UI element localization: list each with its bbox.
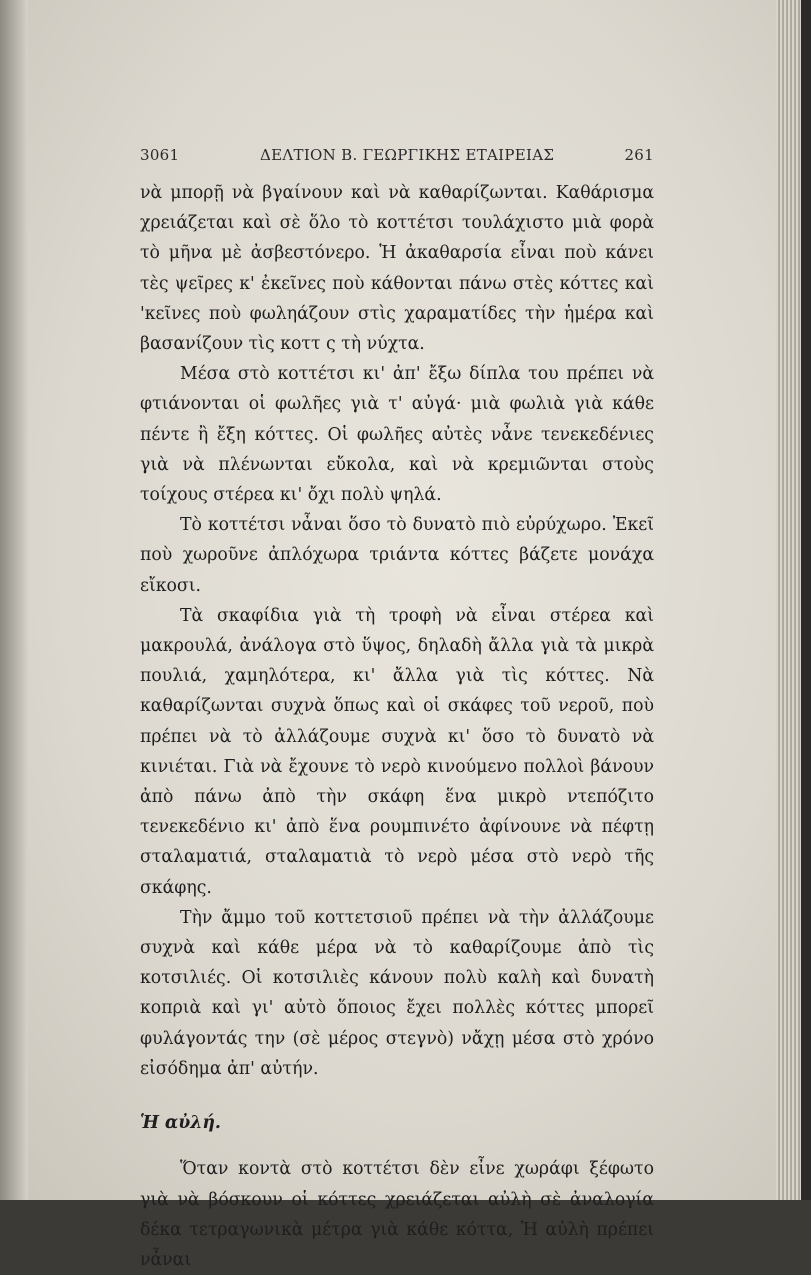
paragraph-5: Τὴν ἄμμο τοῦ κοττετσιοῦ πρέπει νὰ τὴν ἀλλάζουμε συχνὰ καὶ κάθε μέρα νὰ τὸ καθαρίζουμε ἀπὸ τὶς κοτσιλιές. Οἱ κοτσιλιὲς κάνουν πολὺ καλὴ καὶ δυνατὴ κοπριὰ καὶ γι' αὐτὸ ὅποιος ἔχει πολλὲς κόττες μπορεῖ φυλάγοντάς την (σὲ μέρος στεγνὸ) νἄχῃ μέσα στὸ χρόνο εἰσόδημα ἀπ' αὐτήν. (140, 907, 654, 1079)
body-text (140, 178, 654, 1275)
section-heading: Ἡ αὐλή. (140, 1113, 221, 1134)
paragraph-3: Τὸ κοττέτσι νἆναι ὅσο τὸ δυνατὸ πιὸ εὐρύχωρο. Ἐκεῖ ποὺ χωροῦνε ἀπλόχωρα τριάντα κόττες βάζετε μονάχα εἴκοσι. (140, 515, 654, 596)
journal-title: ΔΕΛΤΙΟΝ Β. ΓΕΩΡΓΙΚΗΣ ΕΤΑΙΡΕΙΑΣ (260, 146, 555, 164)
paragraph-6: Ὅταν κοντὰ στὸ κοττέτσι δὲν εἶνε χωράφι ξέφωτο γιὰ νὰ βόσκουν οἱ κόττες χρειάζεται αὐλὴ σὲ ἀναλογία δέκα τετραγωνικὰ μέτρα γιὰ κάθε κόττα, Ἡ αὐλὴ πρέπει νἆναι (140, 1159, 654, 1270)
paragraph-1: νὰ μπορῇ νὰ βγαίνουν καὶ νὰ καθαρίζωνται. Καθάρισμα χρειάζεται καὶ σὲ ὅλο τὸ κοττέτσι τουλάχιστο μιὰ φορὰ τὸ μῆνα μὲ ἀσβεστόνερο. Ἡ ἀκαθαρσία εἶναι ποὺ κάνει τὲς ψεῖρες κ' ἐκεῖνες ποὺ κάθονται πάνω στὲς κόττες καὶ 'κεῖνες ποὺ φωληάζουν στὶς χαραματίδες τὴν ἡμέρα καὶ βασανίζουν τὶς κοττ ς τὴ νύχτα. (140, 183, 654, 355)
paragraph-4: Τὰ σκαφίδια γιὰ τὴ τροφὴ νὰ εἶναι στέρεα καὶ μακρουλά, ἀνάλογα στὸ ὕψος, δηλαδὴ ἄλλα γιὰ τὰ μικρὰ πουλιά, χαμηλότερα, κι' ἄλλα γιὰ τὶς κόττες. Νὰ καθαρίζωνται συχνὰ ὅπως καὶ οἱ σκάφες τοῦ νεροῦ, ποὺ πρέπει νὰ τὸ ἀλλάζουμε συχνὰ κι' ὅσο τὸ δυνατὸ νὰ κινιέται. Γιὰ νὰ ἔχουνε τὸ νερὸ κινούμενο πολλοὶ βάνουν ἀπὸ πάνω ἀπὸ τὴν σκάφη ἕνα μικρὸ ντεπόζιτο τενεκεδένιο κι' ἀπὸ ἕνα ρουμπινέτο ἀφίνουνε νὰ πέφτῃ σταλαματιά, σταλαματιὰ τὸ νερὸ μέσα στὸ νερὸ τῆς σκάφης. (140, 605, 654, 898)
page-edges (776, 0, 811, 1200)
page-number: 261 (624, 146, 654, 164)
paragraph-2: Μέσα στὸ κοττέτσι κι' ἀπ' ἔξω δίπλα του πρέπει νὰ φτιάνονται οἱ φωλῆες γιὰ τ' αὐγά· μιὰ φωλιὰ γιὰ κάθε πέντε ἢ ἔξη κόττες. Οἱ φωλῆες αὐτὲς νἆνε τενεκεδένιες γιὰ νὰ πλένωνται εὔκολα, καὶ νὰ κρεμιῶνται στοὺς τοίχους στέρεα κι' ὄχι πολὺ ψηλά. (140, 364, 654, 506)
issue-number: 3061 (140, 146, 180, 164)
